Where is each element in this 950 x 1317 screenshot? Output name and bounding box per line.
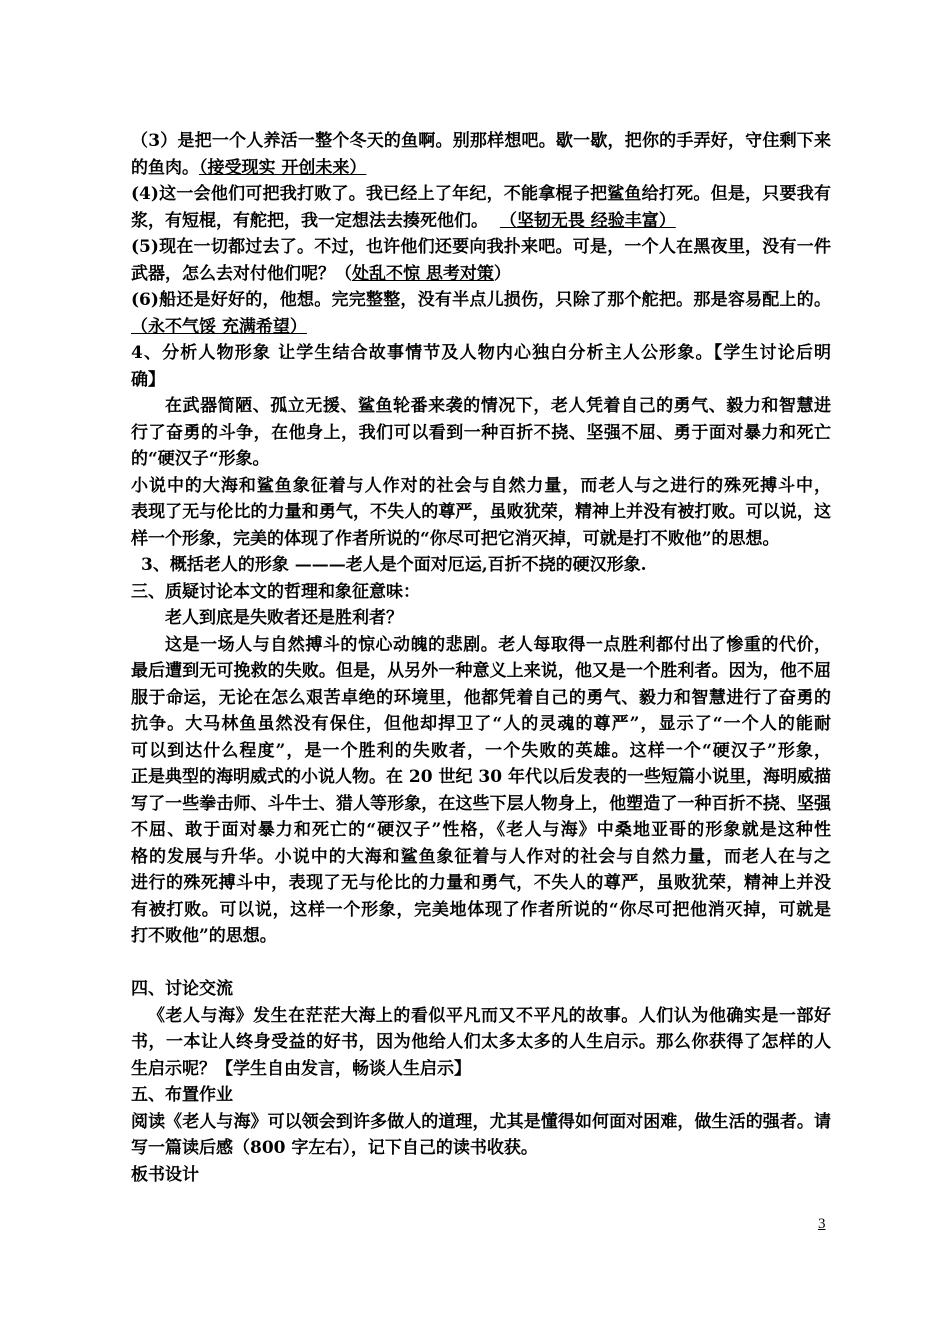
annotation-underlined: 处乱不惊 思考对策 (352, 263, 494, 284)
text-line: 写了一些拳击师、斗牛士、猎人等形象，在这些下层人物身上，他塑造了一种百折不挠、坚强 (131, 793, 831, 814)
text-line: 抗争。大马林鱼虽然没有保住，但他却捍卫了“人的灵魂的尊严”，显示了“一个人的能耐 (131, 714, 831, 734)
text-line (131, 208, 831, 235)
page-number: 3 (818, 1216, 826, 1232)
annotation-underlined: （坚韧无畏 经验丰富） (499, 210, 676, 231)
text-line: (5)现在一切都过去了。不过，也许他们还要向我扑来吧。可是，一个人在黑夜里，没有一件 (131, 237, 831, 257)
text-line: (4)这一会他们可把我打败了。我已经上了年纪，不能拿棍子把鲨鱼给打死。但是，只要我有 (131, 184, 831, 204)
text-line (131, 314, 831, 341)
text-line: （3）是把一个人养活一整个冬天的鱼啊。别那样想吧。歇一歇，把你的手弄好，守住剩下来 (131, 131, 831, 151)
text-line: 打不败他”的思想。 (131, 926, 277, 946)
page-body (131, 128, 831, 1188)
section-heading: 五、布置作业 (131, 1085, 233, 1105)
annotation-underlined: （接受现实 开创未来） (199, 157, 367, 178)
text-line: 老人到底是失败者还是胜利者？ (165, 608, 403, 628)
blank-line (131, 950, 831, 977)
text-line: 板书设计 (131, 1164, 199, 1185)
text-line: 样一个形象，完美的体现了作者所说的“你尽可把它消灭掉，可就是打不败他”的思想。 (131, 528, 780, 549)
section-heading: 三、质疑讨论本文的哲理和象征意味： (131, 581, 420, 602)
text-line: 3、概括老人的形象 ———老人是个面对厄运,百折不挠的硬汉形象. (141, 555, 647, 575)
text-line: 不屈、敢于面对暴力和死亡的“硬汉子”性格，《老人与海》中桑地亚哥的形象就是这种性 (131, 820, 831, 840)
text-line (131, 155, 831, 182)
text-line: 4、分析人物形象 让学生结合故事情节及人物内心独白分析主人公形象。【学生讨论后明 (131, 343, 831, 363)
text-line: 表现了无与伦比的力量和勇气，不失人的尊严，虽败犹荣，精神上并没有被打败。可以说，这 (131, 502, 831, 522)
text-line: 《老人与海》发生在茫茫大海上的看似平凡而又不平凡的故事。人们认为他确实是一部好 (148, 1005, 831, 1026)
text-line: 最后遭到无可挽救的失败。但是，从另外一种意义上来说，他又是一个胜利者。因为，他不屈 (131, 661, 831, 681)
text-span: 浆，有短棍，有舵把，我一定想法去揍死他们。 (131, 210, 500, 231)
text-line: 阅读《老人与海》可以领会到许多做人的道理，尤其是懂得如何面对困难，做生活的强者。请 (131, 1111, 831, 1132)
text-line: 的“硬汉子“形象。 (131, 449, 270, 469)
text-line: 书，一本让人终身受益的好书，因为他给人们太多太多的人生启示。那么你获得了怎样的人 (131, 1032, 831, 1052)
text-line: 确】 (131, 369, 165, 390)
text-line: 行了奋勇的斗争，在他身上，我们可以看到一种百折不挠、坚强不屈、勇于面对暴力和死亡 (131, 422, 831, 443)
text-line: 在武器简陋、孤立无援、鲨鱼轮番来袭的情况下，老人凭着自己的勇气、毅力和智慧进 (165, 396, 831, 416)
text-line (131, 261, 831, 288)
text-span: 的鱼肉。 (131, 157, 199, 178)
text-line: 这是一场人与自然搏斗的惊心动魄的悲剧。老人每取得一点胜利都付出了惨重的代价， (165, 634, 831, 655)
text-line: 写一篇读后感（800 字左右），记下自己的读书收获。 (131, 1138, 538, 1158)
text-line: 小说中的大海和鲨鱼象征着与人作对的社会与自然力量，而老人与之进行的殊死搏斗中， (131, 475, 831, 496)
text-span: 武器，怎么去对付他们呢？（ (131, 263, 352, 284)
text-line: (6)船还是好好的，他想。完完整整，没有半点儿损伤，只除了那个舵把。那是容易配上的。 (131, 290, 831, 310)
text-line: 有被打败。可以说，这样一个形象，完美地体现了作者所说的“你尽可把他消灭掉，可就是 (131, 899, 831, 920)
text-line: 进行的殊死搏斗中，表现了无与伦比的力量和勇气，不失人的尊严，虽败犹荣，精神上并没 (131, 873, 831, 893)
text-line: 服于命运，无论在怎么艰苦卓绝的环境里，他都凭着自己的勇气、毅力和智慧进行了奋勇的 (131, 687, 831, 708)
annotation-underlined: （永不气馁 充满希望） (131, 316, 307, 337)
text-line: 正是典型的海明威式的小说人物。在 20 世纪 30 年代以后发表的一些短篇小说里，海明威描 (131, 767, 831, 787)
text-line: 生启示呢？【学生自由发言，畅谈人生启示】 (131, 1058, 471, 1079)
section-heading: 四、讨论交流 (131, 979, 233, 999)
text-line: 可以到达什么程度”，是一个胜利的失败者，一个失败的英雄。这样一个“硬汉子”形象， (131, 740, 831, 761)
text-span: ） (493, 263, 511, 284)
text-line: 格的发展与升华。小说中的大海和鲨鱼象征着与人作对的社会与自然力量，而老人在与之 (131, 846, 831, 867)
